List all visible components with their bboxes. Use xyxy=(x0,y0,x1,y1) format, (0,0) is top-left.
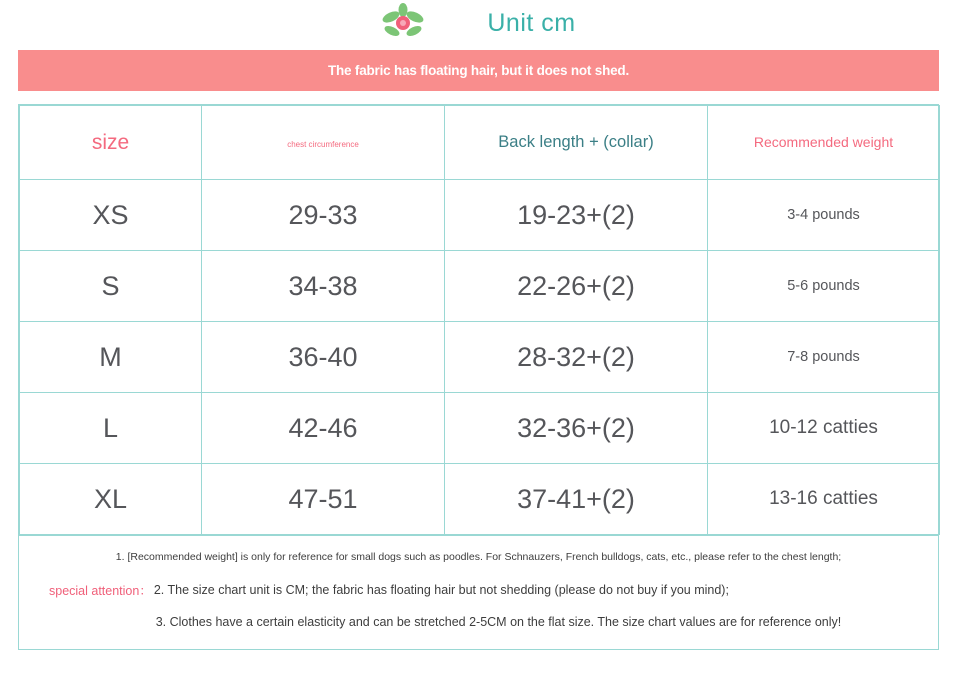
cell-weight xyxy=(708,251,940,322)
cell-back xyxy=(445,464,708,535)
note-2: 2. The size chart unit is CM; the fabric has floating hair but not shedding (please do not buy if you mind); xyxy=(153,583,729,598)
value-back: 37-41+(2) xyxy=(517,483,635,514)
header-label-chest: chest circumference xyxy=(287,139,359,149)
fabric-notice-text: The fabric has floating hair, but it does not shed. xyxy=(327,63,630,78)
value-chest: 47-51 xyxy=(288,483,358,514)
value-chest: 29-33 xyxy=(288,199,358,230)
value-weight: 5-6 pounds xyxy=(787,278,860,294)
fabric-notice-banner xyxy=(18,50,939,91)
cell-chest xyxy=(202,393,445,464)
header-label-weight: Recommended weight xyxy=(753,133,894,150)
cell-size xyxy=(20,322,202,393)
value-size: M xyxy=(99,341,122,372)
header-cell-back xyxy=(445,106,708,180)
cell-back xyxy=(445,251,708,322)
note-3: 3. Clothes have a certain elasticity and can be stretched 2-5CM on the flat size. The size chart values are for reference only! xyxy=(155,615,842,630)
cell-size xyxy=(20,251,202,322)
cell-back xyxy=(445,180,708,251)
value-size: XS xyxy=(92,199,129,230)
table-row xyxy=(20,464,940,535)
unit-title: Unit cm xyxy=(487,8,576,37)
header-cell-size xyxy=(20,106,202,180)
value-size: L xyxy=(102,412,119,443)
header-cell-weight xyxy=(708,106,940,180)
value-weight: 10-12 catties xyxy=(769,417,878,438)
value-back: 22-26+(2) xyxy=(517,270,635,301)
cell-chest xyxy=(202,464,445,535)
header xyxy=(0,0,957,46)
value-chest: 36-40 xyxy=(288,341,358,372)
special-attention-label: special attention： xyxy=(49,584,152,599)
value-back: 32-36+(2) xyxy=(517,412,635,443)
cell-weight xyxy=(708,393,940,464)
table-header-row xyxy=(20,106,940,180)
table-row xyxy=(20,251,940,322)
flower-icon xyxy=(381,3,425,43)
cell-size xyxy=(20,180,202,251)
cell-weight xyxy=(708,180,940,251)
cell-size xyxy=(20,464,202,535)
value-back: 28-32+(2) xyxy=(517,341,635,372)
value-size: S xyxy=(101,270,120,301)
note-2-row xyxy=(19,581,938,599)
value-chest: 34-38 xyxy=(288,270,358,301)
note-1: 1. [Recommended weight] is only for reference for small dogs such as poodles. For Schnauzers, French bulldogs, cats, etc., please refer to the chest length; xyxy=(115,551,842,563)
cell-chest xyxy=(202,322,445,393)
size-table xyxy=(19,105,940,535)
notes-section xyxy=(18,536,939,650)
value-back: 19-23+(2) xyxy=(517,199,635,230)
cell-back xyxy=(445,322,708,393)
value-weight: 13-16 catties xyxy=(769,488,878,509)
cell-chest xyxy=(202,251,445,322)
value-weight: 3-4 pounds xyxy=(787,207,860,223)
header-label-size: size xyxy=(91,130,130,154)
header-label-back: Back length + (collar) xyxy=(498,133,654,151)
header-cell-chest xyxy=(202,106,445,180)
table-row xyxy=(20,393,940,464)
cell-size xyxy=(20,393,202,464)
cell-weight xyxy=(708,464,940,535)
value-chest: 42-46 xyxy=(288,412,358,443)
value-size: XL xyxy=(93,483,128,514)
size-table-wrapper xyxy=(18,104,939,536)
cell-chest xyxy=(202,180,445,251)
cell-back xyxy=(445,393,708,464)
table-row xyxy=(20,322,940,393)
value-weight: 7-8 pounds xyxy=(787,349,860,365)
cell-weight xyxy=(708,322,940,393)
table-row xyxy=(20,180,940,251)
